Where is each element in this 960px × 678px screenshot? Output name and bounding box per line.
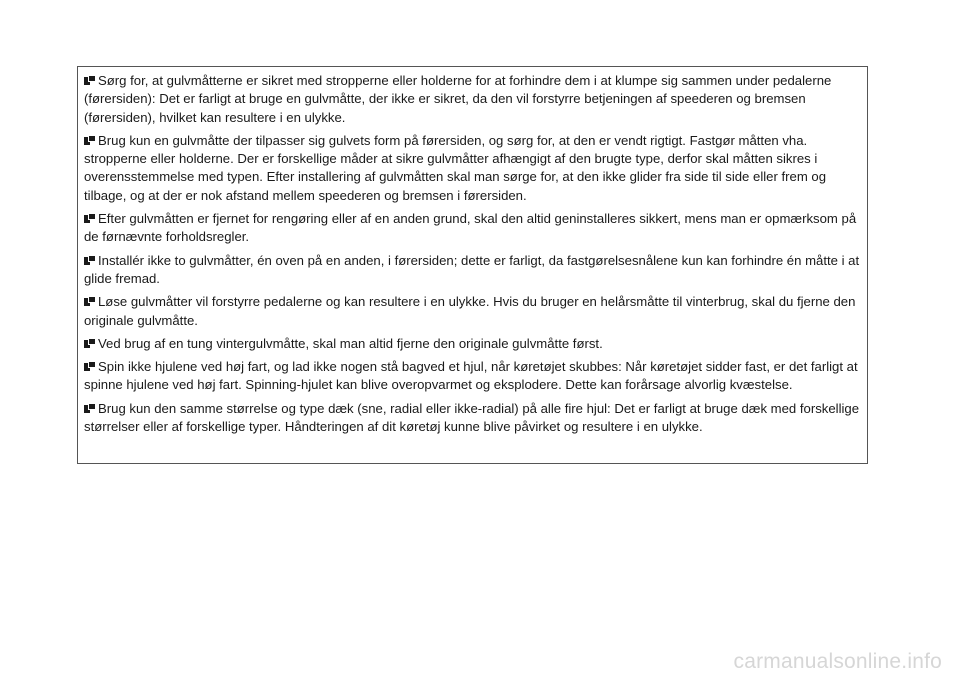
warning-bullet-icon [84, 296, 94, 307]
warning-paragraph [84, 252, 863, 289]
watermark-text: carmanualsonline.info [733, 650, 942, 673]
warning-text: Sørg for, at gulvmåtterne er sikret med stropperne eller holderne for at forhindre dem i at klumpe sig sammen under pedalerne (førersiden): Det er farligt at bruge en gulvmåtte, der ikke er sikret, da den vil forstyrre betjeningen af speederen og bremsen (førersiden), hvilket kan resultere i en ulykke. [84, 73, 832, 125]
warning-paragraph [84, 335, 863, 353]
warning-bullet-icon [84, 361, 94, 372]
warning-bullet-icon [84, 403, 94, 414]
warning-text: Installér ikke to gulvmåtter, én oven på en anden, i førersiden; dette er farligt, da fastgørelsesnålene kun kan forhindre én måtte i at glide fremad. [84, 252, 860, 286]
warning-text: Spin ikke hjulene ved høj fart, og lad ikke nogen stå bagved et hjul, når køretøjet skubbes: Når køretøjet sidder fast, er det farligt at spinne hjulene ved høj fart. Spinning-hjulet kan blive overopvarmet og eksplodere. Dette kan forårsage alvorlig kvæstelse. [84, 359, 858, 393]
warning-paragraph [84, 358, 863, 395]
warning-bullet-icon [84, 135, 94, 146]
warning-paragraph [84, 72, 863, 127]
warning-text: Brug kun en gulvmåtte der tilpasser sig gulvets form på førersiden, og sørg for, at den er vendt rigtigt. Fastgør måtten vha. stropperne eller holderne. Der er forskellige måder at sikre gulvmåtter afhængigt af den brugte type, derfor skal måtten sikres i overensstemmelse med typen. Efter installering af gulvmåtten skal man sørge for, at den ikke glider fra side til side eller frem og tilbage, og at der er nok afstand mellem speederen og bremsen i førersiden. [84, 132, 827, 203]
warning-paragraph [84, 293, 863, 330]
warning-bullet-icon [84, 213, 94, 224]
warning-box [77, 66, 868, 464]
warning-paragraph [84, 210, 863, 247]
warning-bullet-icon [84, 338, 94, 349]
warning-text: Efter gulvmåtten er fjernet for rengøring eller af en anden grund, skal den altid geninstalleres sikkert, mens man er opmærksom på de førnævnte forholdsregler. [84, 211, 857, 245]
warning-bullet-icon [84, 255, 94, 266]
warning-paragraph [84, 132, 863, 205]
warning-text: Ved brug af en tung vintergulvmåtte, skal man altid fjerne den originale gulvmåtte først. [98, 335, 603, 351]
warning-text: Brug kun den samme størrelse og type dæk (sne, radial eller ikke-radial) på alle fire hjul: Det er farligt at bruge dæk med forskellige størrelser eller af forskellige typer. Håndteringen af dit køretøj kunne blive påvirket og resultere i en ulykke. [84, 400, 860, 435]
warning-bullet-icon [84, 75, 94, 86]
warning-text: Løse gulvmåtter vil forstyrre pedalerne og kan resultere i en ulykke. Hvis du bruger en helårsmåtte til vinterbrug, skal du fjerne den originale gulvmåtte. [84, 294, 856, 328]
warning-paragraph [84, 400, 863, 437]
